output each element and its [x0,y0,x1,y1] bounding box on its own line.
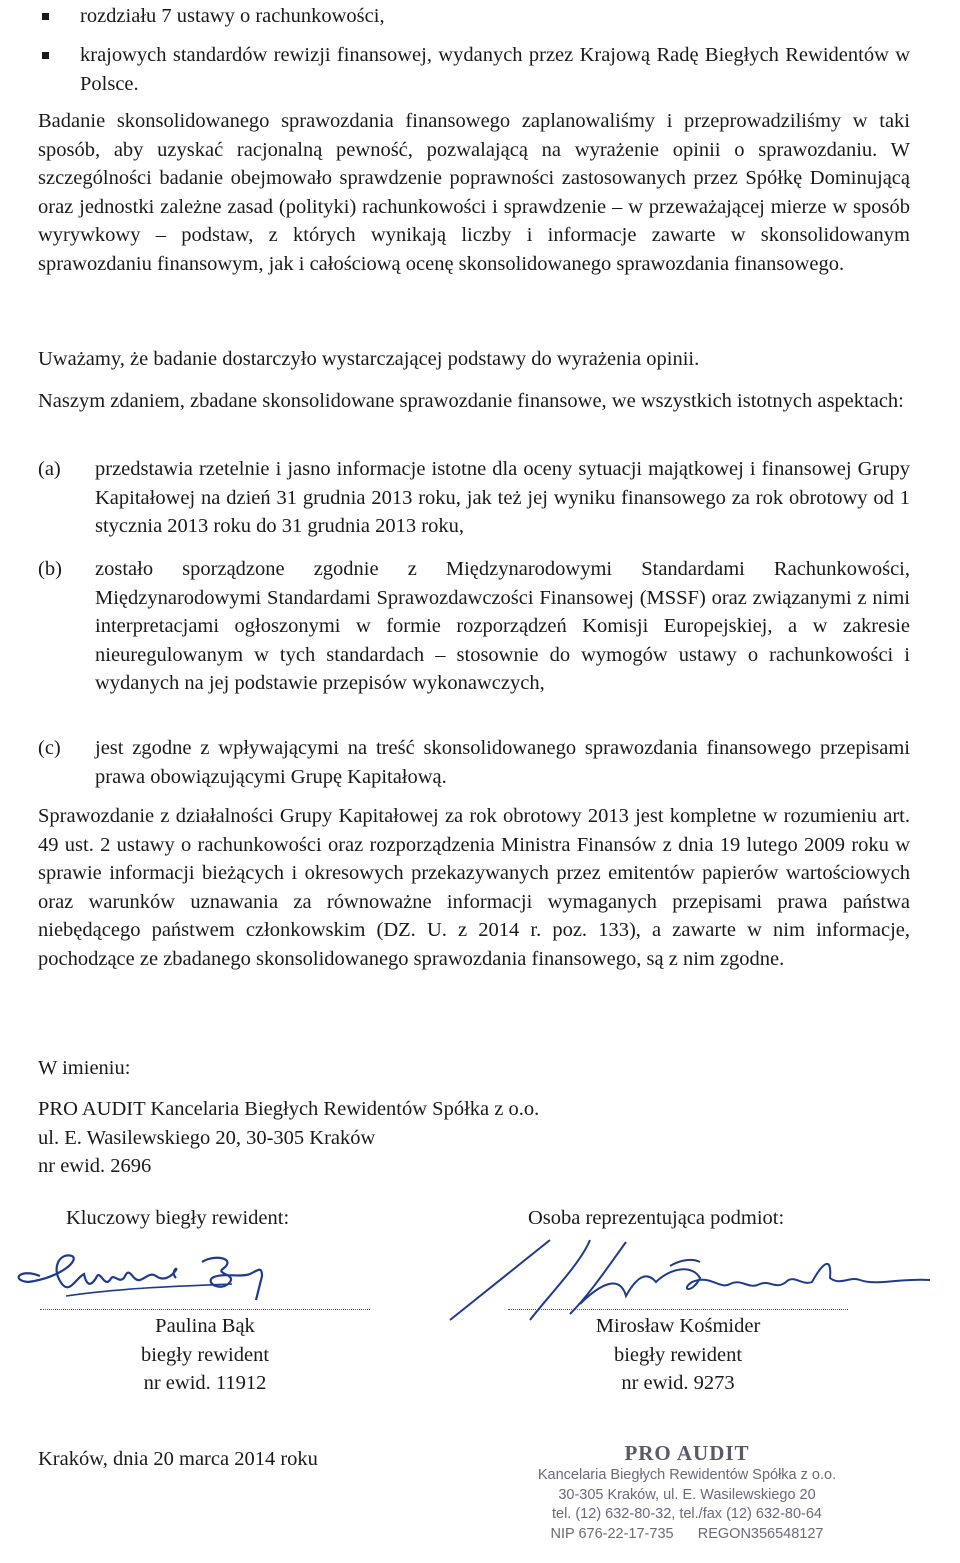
right-signer-heading: Osoba reprezentująca podmiot: [528,1207,785,1229]
paragraph-sufficiency: Uważamy, że badanie dostarczyło wystarczającej podstawy do wyrażenia opinii. [38,348,700,370]
bullet-icon [42,13,49,20]
left-signer-heading: Kluczowy biegły rewident: [66,1207,290,1229]
left-signer-block [40,1312,370,1398]
place-date: Kraków, dnia 20 marca 2014 roku [38,1448,318,1470]
right-signer-registration: nr ewid. 9273 [621,1372,735,1394]
on-behalf-label: W imieniu: [38,1057,131,1079]
left-signer-registration: nr ewid. 11912 [143,1372,267,1394]
signature-right [430,1234,960,1324]
list-item-text: krajowych standardów rewizji finansowej, wydanych przez Krajową Radę Biegłych Rewidentów w Polsce. [80,44,910,95]
list-item [38,41,910,98]
paragraph-activity-report: Sprawozdanie z działalności Grupy Kapitałowej za rok obrotowy 2013 jest kompletne w rozumieniu art. 49 ust. 2 ustawy o rachunkowości oraz rozporządzenia Ministra Finansów z dnia 19 lutego 2009 roku w sprawie informacji bieżących i okresowych przekazywanych przez emitentów papierów wartościowych oraz warunków uznawania za równoważne informacji wymaganych przepisami prawa państwa niebędącego państwem członkowskim (DZ. U. z 2014 r. poz. 133), a zawarte w nim informacje, pochodzące ze zbadanego skonsolidowanego sprawozdania finansowego, są z nim zgodne. [38,805,910,970]
paragraph-audit-scope: Badanie skonsolidowanego sprawozdania finansowego zaplanowaliśmy i przeprowadziliśmy w taki sposób, aby uzyskać racjonalną pewność, pozwalającą na wyrażenie opinii o sprawozdaniu. W szczególności badanie obejmowało sprawdzenie poprawności zastosowanych przez Spółkę Dominującą oraz jednostki zależne zasad (polityki) rachunkowości i sprawdzenie – w przeważającej mierze w sposób wyrywkowy – podstaw, z których wynikają liczby i informacje zawarte w skonsolidowanym sprawozdaniu finansowym, jak i całościową ocenę skonsolidowanego sprawozdania finansowego. [38,110,910,275]
opinion-item-a [38,455,910,541]
list-item [38,2,910,31]
item-text: jest zgodne z wpływającymi na treść skonsolidowanego sprawozdania finansowego przepisami prawa obowiązującymi Grupę Kapitałową. [95,737,910,788]
item-label: (b) [38,558,62,580]
stamp-line: Kancelaria Biegłych Rewidentów Spółka z o.o. [537,1467,837,1483]
stamp-brand: PRO AUDIT [624,1441,750,1465]
item-label: (c) [38,737,61,759]
firm-block [38,1095,910,1181]
bullet-icon [42,52,49,59]
firm-registration: nr ewid. 2696 [38,1155,152,1177]
opinion-item-b [38,555,910,698]
firm-name: PRO AUDIT Kancelaria Biegłych Rewidentów Spółka z o.o. [38,1098,540,1120]
signature-line-right [508,1309,848,1310]
paragraph-opinion-intro: Naszym zdaniem, zbadane skonsolidowane sprawozdanie finansowe, we wszystkich istotnych aspektach: [38,390,904,412]
company-stamp [522,1440,852,1544]
signature-line-left [40,1309,370,1310]
item-text: zostało sporządzone zgodnie z Międzynarodowymi Standardami Rachunkowości, Międzynarodowymi Standardami Sprawozdawczości Finansowej (MSSF) oraz związanymi z nimi interpretacjami ogłoszonymi w formie rozporządzeń Komisji Europejskiej, a w zakresie nieuregulowanym w tych standardach – stosownie do wymogów ustawy o rachunkowości i wydanych na jej podstawie przepisów wykonawczych, [95,558,910,694]
list-item-text: rozdziału 7 ustawy o rachunkowości, [80,5,385,27]
left-signer-role: biegły rewident [140,1343,270,1366]
stamp-line [522,1525,852,1545]
right-signer-block [508,1312,848,1398]
stamp-line: tel. (12) 632-80-32, tel./fax (12) 632-80-64 [551,1506,822,1522]
opinion-item-c [38,734,910,791]
right-signer-name: Mirosław Kośmider [595,1315,761,1337]
signature-left [0,1238,300,1318]
left-signer-name: Paulina Bąk [155,1315,255,1337]
item-label: (a) [38,458,61,480]
stamp-line: 30-305 Kraków, ul. E. Wasilewskiego 20 [558,1486,816,1503]
item-text: przedstawia rzetelnie i jasno informacje istotne dla oceny sytuacji majątkowej i finansowej Grupy Kapitałowej na dzień 31 grudnia 2013 roku, jak też jej wyniku finansowego za rok obrotowy od 1 stycznia 2013 roku do 31 grudnia 2013 roku, [95,458,910,537]
stamp-regon: REGON356548127 [697,1525,824,1542]
firm-address: ul. E. Wasilewskiego 20, 30-305 Kraków [38,1126,376,1149]
stamp-nip: NIP 676-22-17-735 [550,1525,674,1542]
right-signer-role: biegły rewident [613,1343,743,1366]
